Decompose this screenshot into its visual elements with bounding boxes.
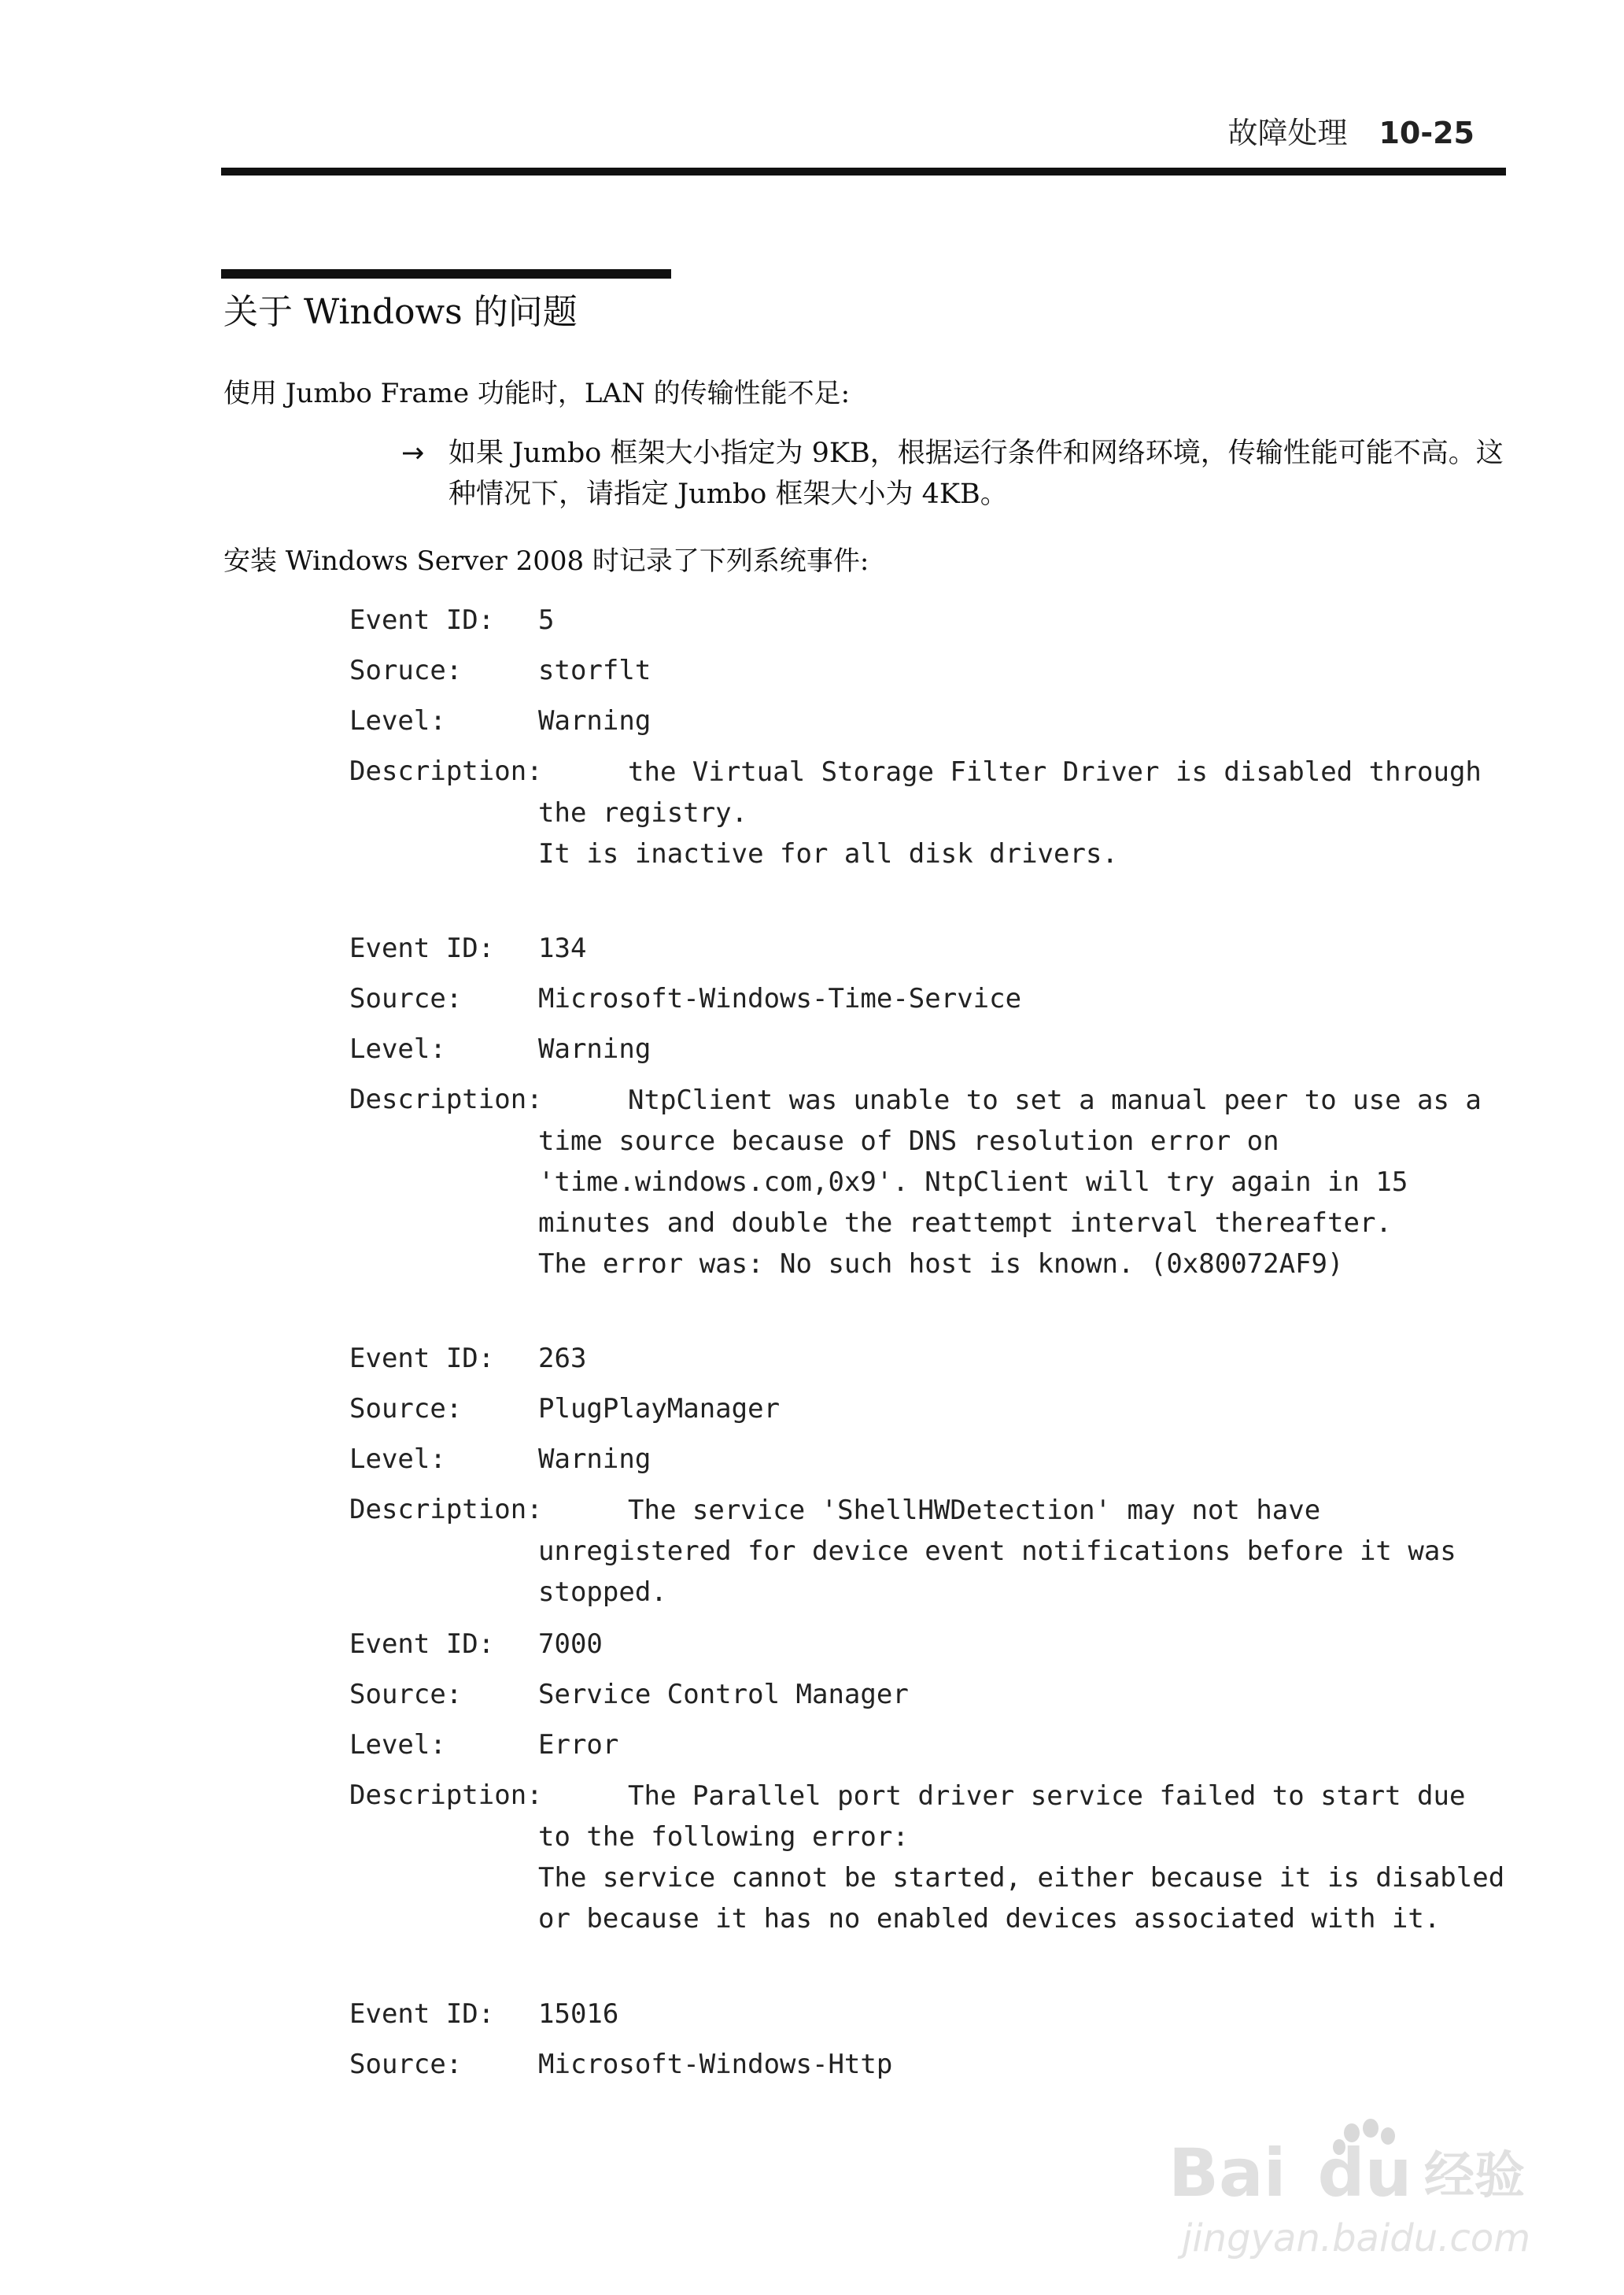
event-level-label: Level: <box>349 1443 446 1475</box>
event-level: Warning <box>538 1033 651 1065</box>
event-level-label: Level: <box>349 1729 446 1761</box>
event-level-label: Level: <box>349 705 446 737</box>
event-description <box>538 1490 1506 1613</box>
event-description <box>538 752 1506 874</box>
event-source: storflt <box>538 655 651 686</box>
arrow-icon: → <box>401 438 425 469</box>
issue-answer <box>401 433 1519 515</box>
section-bar <box>221 269 671 279</box>
event-source: Microsoft-Windows-Http <box>538 2049 893 2080</box>
event-description-label: Description: <box>349 1084 543 1115</box>
event-source-label: Source: <box>349 1679 463 1710</box>
page-number: 10-25 <box>1379 116 1475 150</box>
event-id-label: Event ID: <box>349 1628 495 1660</box>
event-id: 5 <box>538 604 555 636</box>
baidu-watermark <box>1164 2117 1542 2267</box>
chapter-title: 故障处理 <box>1227 116 1348 150</box>
event-description-label: Description: <box>349 756 543 787</box>
running-header <box>1227 109 1475 152</box>
issue-question: 安装 Windows Server 2008 时记录了下列系统事件: <box>223 545 869 577</box>
event-description-label: Description: <box>349 1494 543 1525</box>
event-id: 263 <box>538 1343 587 1374</box>
event-source-label: Soruce: <box>349 655 463 686</box>
issue-question: 使用 Jumbo Frame 功能时，LAN 的传输性能不足: <box>223 378 851 409</box>
description-line: The Parallel port driver service failed to start due to the following error: <box>538 1780 1466 1853</box>
event-source: PlugPlayManager <box>538 1393 781 1425</box>
event-level: Warning <box>538 705 651 737</box>
event-id: 7000 <box>538 1628 603 1660</box>
event-id: 134 <box>538 933 587 964</box>
event-description <box>538 1080 1506 1284</box>
event-id: 15016 <box>538 1998 619 2030</box>
description-line: the Virtual Storage Filter Driver is disabled through the registry. <box>538 756 1482 829</box>
header-rule <box>221 168 1506 176</box>
description-line: The error was: No such host is known. (0x80072AF9) <box>538 1248 1344 1280</box>
event-level: Error <box>538 1729 619 1761</box>
event-level: Warning <box>538 1443 651 1475</box>
event-source-label: Source: <box>349 2049 463 2080</box>
event-source: Microsoft-Windows-Time-Service <box>538 983 1022 1014</box>
event-source-label: Source: <box>349 983 463 1014</box>
section-title: 关于 Windows 的问题 <box>223 292 578 332</box>
watermark-brand: Bai du <box>1168 2134 1412 2212</box>
watermark-url: jingyan.baidu.com <box>1182 2216 1530 2260</box>
description-line: The service cannot be started, either because it is disabled or because it has no enabled devices associated with it. <box>538 1862 1505 1935</box>
answer-text: 如果 Jumbo 框架大小指定为 9KB，根据运行条件和网络环境，传输性能可能不高。这种情况下，请指定 Jumbo 框架大小为 4KB。 <box>448 438 1504 510</box>
event-id-label: Event ID: <box>349 933 495 964</box>
event-source: Service Control Manager <box>538 1679 909 1710</box>
event-id-label: Event ID: <box>349 1998 495 2030</box>
description-line: NtpClient was unable to set a manual peer to use as a time source because of DNS resolution error on 'time.windows.com,0x9'. NtpClient will try again in 15 minutes and double the reattempt interval thereafter. <box>538 1085 1482 1239</box>
description-line: It is inactive for all disk drivers. <box>538 838 1118 870</box>
watermark-brand-cn: 经验 <box>1424 2147 1525 2205</box>
event-level-label: Level: <box>349 1033 446 1065</box>
event-description <box>538 1776 1506 1939</box>
event-id-label: Event ID: <box>349 604 495 636</box>
event-source-label: Source: <box>349 1393 463 1425</box>
event-id-label: Event ID: <box>349 1343 495 1374</box>
event-description-label: Description: <box>349 1779 543 1811</box>
description-line: The service 'ShellHWDetection' may not have unregistered for device event notifications before it was stopped. <box>538 1495 1456 1608</box>
